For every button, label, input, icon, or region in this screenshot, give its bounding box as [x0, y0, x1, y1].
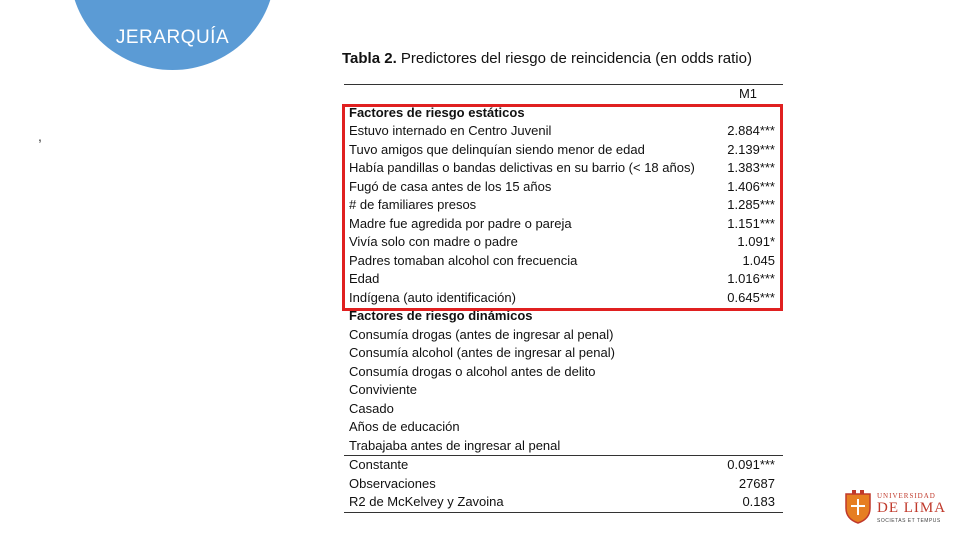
logo-line-2: DE LIMA — [877, 500, 947, 516]
static-factor-label: Madre fue agredida por padre o pareja — [349, 215, 572, 231]
section-heading-label: Factores de riesgo dinámicos — [349, 308, 533, 323]
summary-stat-value: 0.183 — [742, 494, 775, 509]
table-title — [342, 50, 752, 67]
highlight-box-static-factors — [342, 104, 783, 311]
dynamic-factor-label: Conviviente — [349, 382, 417, 397]
dynamic-factor-label: Trabajaba antes de ingresar al penal — [349, 437, 561, 453]
table-row — [344, 400, 783, 419]
summary-stat-value: 0.091*** — [727, 457, 775, 472]
static-factor-value: 1.406*** — [727, 178, 775, 194]
table-row — [344, 418, 783, 437]
static-factor-label: Estuvo internado en Centro Juvenil — [349, 123, 552, 138]
dynamic-factor-label: Consumía alcohol (antes de ingresar al penal) — [349, 345, 615, 360]
static-factor-label: Fugó de casa antes de los 15 años — [349, 178, 552, 194]
dynamic-factor-label: Casado — [349, 400, 394, 416]
table-header-row — [344, 85, 783, 104]
static-factor-label: Tuvo amigos que delinquían siendo menor de edad — [349, 141, 645, 157]
static-factor-label: Indígena (auto identificación) — [349, 289, 516, 305]
summary-stat-label: R2 de McKelvey y Zavoina — [349, 494, 504, 509]
static-factor-value: 1.285*** — [727, 197, 775, 212]
logo-line-1: UNIVERSIDAD — [877, 492, 936, 500]
dynamic-factor-label: Consumía drogas o alcohol antes de delito — [349, 363, 596, 379]
static-factor-value: 1.016*** — [727, 271, 775, 286]
static-factor-value: 1.383*** — [727, 160, 775, 175]
dynamic-factor-label: Años de educación — [349, 419, 460, 434]
static-factor-label: # de familiares presos — [349, 197, 477, 212]
table-row — [344, 381, 783, 400]
shield-icon — [843, 490, 873, 524]
table-row — [344, 344, 783, 363]
column-header-m1: M1 — [738, 86, 757, 101]
static-factor-label: Padres tomaban alcohol con frecuencia — [349, 252, 578, 268]
static-factor-label: Había pandillas o bandas delictivas en su barrio (< 18 años) — [349, 160, 695, 175]
stray-bullet: , — [38, 128, 42, 144]
section-badge-label: JERARQUÍA — [115, 27, 230, 48]
table-row — [344, 456, 783, 475]
table-row — [344, 363, 783, 382]
summary-stat-value: 27687 — [738, 475, 775, 491]
static-factor-value: 1.045 — [742, 252, 775, 268]
static-factor-value: 1.091* — [737, 234, 775, 249]
summary-stat-label: Constante — [349, 457, 409, 472]
dynamic-factor-label: Consumía drogas (antes de ingresar al penal) — [349, 326, 614, 342]
static-factor-value: 0.645*** — [727, 289, 775, 305]
section-heading-label: Factores de riesgo estáticos — [349, 104, 525, 120]
table-title-number: Tabla 2. — [342, 50, 397, 67]
summary-stat-label: Observaciones — [349, 475, 436, 491]
static-factor-value: 2.884*** — [727, 123, 775, 138]
table-row — [344, 475, 783, 494]
table-row — [344, 437, 783, 456]
table-row — [344, 493, 783, 512]
university-logo — [843, 490, 955, 526]
logo-line-3: SOCIETAS ET TEMPUS — [877, 518, 941, 524]
static-factor-value: 2.139*** — [727, 141, 775, 157]
table-title-text: Predictores del riesgo de reincidencia (en odds ratio) — [396, 50, 752, 67]
table-row — [344, 326, 783, 345]
static-factor-label: Vivía solo con madre o padre — [349, 234, 518, 249]
static-factor-label: Edad — [349, 271, 380, 286]
static-factor-value: 1.151*** — [727, 215, 775, 231]
